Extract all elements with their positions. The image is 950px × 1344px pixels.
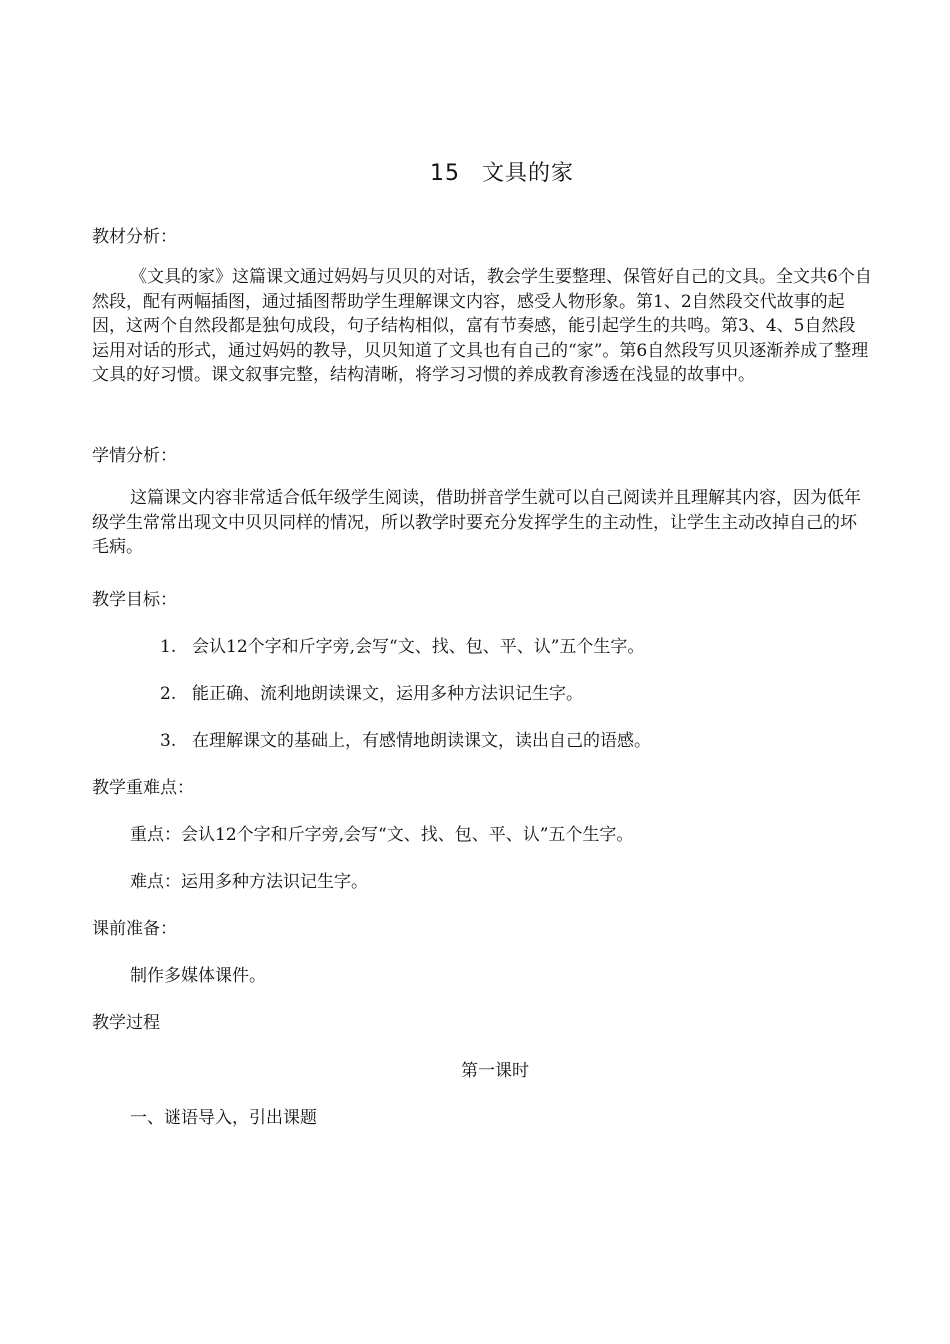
prep-text: 制作多媒体课件。 xyxy=(130,966,266,986)
keypoints-heading: 教学重难点： xyxy=(92,778,194,798)
difficulty-text: 难点：运用多种方法识记生字。 xyxy=(130,872,368,892)
page-title xyxy=(0,156,950,187)
analysis-heading: 教材分析： xyxy=(92,227,177,247)
goal-text: 会认12个字和斤字旁,会写“文、找、包、平、认”五个生字。 xyxy=(192,637,645,657)
goal-item xyxy=(160,632,644,657)
lesson-label: 第一课时 xyxy=(461,1061,529,1081)
student-analysis-paragraph: 这篇课文内容非常适合低年级学生阅读，借助拼音学生就可以自己阅读并且理解其内容，因为低年级学生常常出现文中贝贝同样的情况，所以教学时要充分发挥学生的主动性，让学生主动改掉自己的坏毛病。 xyxy=(92,488,861,557)
analysis-paragraph: 《文具的家》这篇课文通过妈妈与贝贝的对话，教会学生要整理、保管好自己的文具。全文共6个自然段，配有两幅插图，通过插图帮助学生理解课文内容，感受人物形象。第1、2自然段交代故事的起因，这两个自然段都是独句成段，句子结构相似，富有节奏感，能引起学生的共鸣。第3、4、5自然段运用对话的形式，通过妈妈的教导，贝贝知道了文具也有自己的“家”。第6自然段写贝贝逐渐养成了整理文具的好习惯。课文叙事完整，结构清晰，将学习习惯的养成教育渗透在浅显的故事中。 xyxy=(92,267,872,385)
prep-heading: 课前准备： xyxy=(92,919,177,939)
process-heading: 教学过程 xyxy=(92,1013,160,1033)
goal-item xyxy=(160,726,651,751)
goal-number: 2. xyxy=(160,684,177,704)
goal-item xyxy=(160,679,583,704)
keypoint-text: 重点：会认12个字和斤字旁,会写“文、找、包、平、认”五个生字。 xyxy=(130,825,634,845)
goal-number: 3. xyxy=(160,731,177,751)
lesson-number: 15 xyxy=(429,161,460,186)
student-analysis-heading: 学情分析： xyxy=(92,446,177,466)
goals-heading: 教学目标： xyxy=(92,590,177,610)
goal-number: 1. xyxy=(160,637,177,657)
step-one-text: 一、谜语导入，引出课题 xyxy=(130,1108,317,1128)
goal-text: 在理解课文的基础上，有感情地朗读课文，读出自己的语感。 xyxy=(192,731,651,751)
lesson-title: 文具的家 xyxy=(481,161,574,186)
goal-text: 能正确、流利地朗读课文，运用多种方法识记生字。 xyxy=(192,684,583,704)
